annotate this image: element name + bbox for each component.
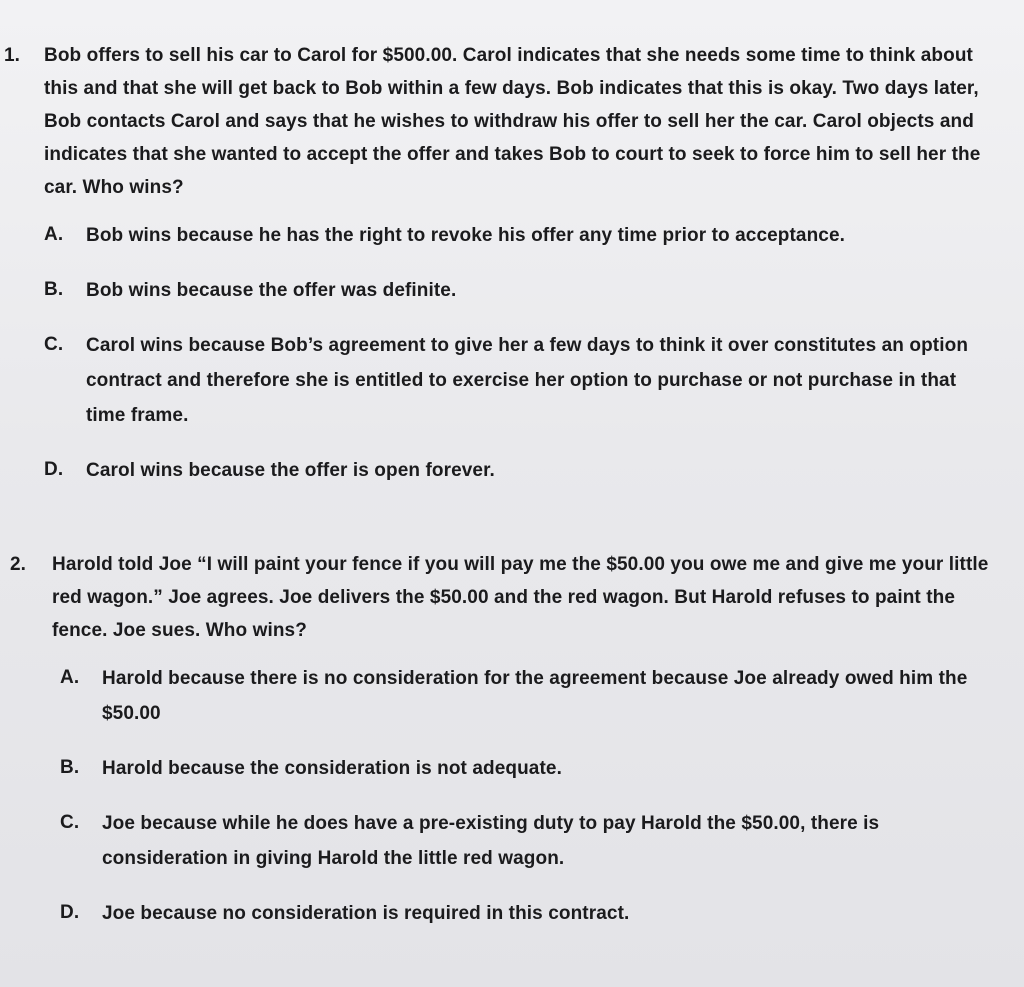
option-b	[10, 751, 1010, 786]
option-text: Joe because while he does have a pre-existing duty to pay Harold the $50.00, there is consideration in giving Harold the little red wagon.	[102, 813, 880, 869]
option-text: Bob wins because the offer was definite.	[86, 280, 457, 301]
option-letter: B.	[60, 757, 80, 778]
option-b	[4, 273, 1004, 308]
option-text: Carol wins because Bob’s agreement to give her a few days to think it over constitutes an option contract and therefore she is entitled to exercise her option to purchase or not purchase in that time frame.	[86, 335, 969, 426]
option-c	[10, 806, 1010, 876]
question-text: Harold told Joe “I will paint your fence if you will pay me the $50.00 you owe me and give me your little red wagon.” Joe agrees. Joe delivers the $50.00 and the red wagon. But Harold refuses to paint the fence. Joe sues. Who wins?	[52, 554, 989, 641]
question-1	[4, 39, 1004, 508]
option-letter: D.	[44, 459, 64, 480]
option-letter: C.	[60, 812, 80, 833]
answer-options	[10, 661, 1010, 931]
option-d	[10, 896, 1010, 931]
question-number: 2.	[10, 554, 27, 575]
option-letter: A.	[44, 224, 64, 245]
option-text: Joe because no consideration is required in this contract.	[102, 903, 630, 924]
option-text: Harold because there is no consideration for the agreement because Joe already owed him the $50.00	[102, 668, 968, 724]
option-text: Carol wins because the offer is open forever.	[86, 460, 495, 481]
question-text: Bob offers to sell his car to Carol for $500.00. Carol indicates that she needs some time to think about this and that she will get back to Bob within a few days. Bob indicates that this is okay. Two days later, Bob contacts Carol and says that he wishes to withdraw his offer to sell her the car. Carol objects and indicates that she wanted to accept the offer and takes Bob to court to seek to force him to sell her the car. Who wins?	[44, 45, 981, 198]
option-d	[4, 453, 1004, 488]
option-letter: D.	[60, 902, 80, 923]
option-text: Harold because the consideration is not adequate.	[102, 758, 562, 779]
option-letter: C.	[44, 334, 64, 355]
option-text: Bob wins because he has the right to revoke his offer any time prior to acceptance.	[86, 225, 845, 246]
question-number: 1.	[4, 45, 21, 66]
option-letter: B.	[44, 279, 64, 300]
option-letter: A.	[60, 667, 80, 688]
option-c	[4, 328, 1004, 433]
option-a	[4, 218, 1004, 253]
question-2	[10, 548, 1010, 951]
option-a	[10, 661, 1010, 731]
answer-options	[4, 218, 1004, 488]
